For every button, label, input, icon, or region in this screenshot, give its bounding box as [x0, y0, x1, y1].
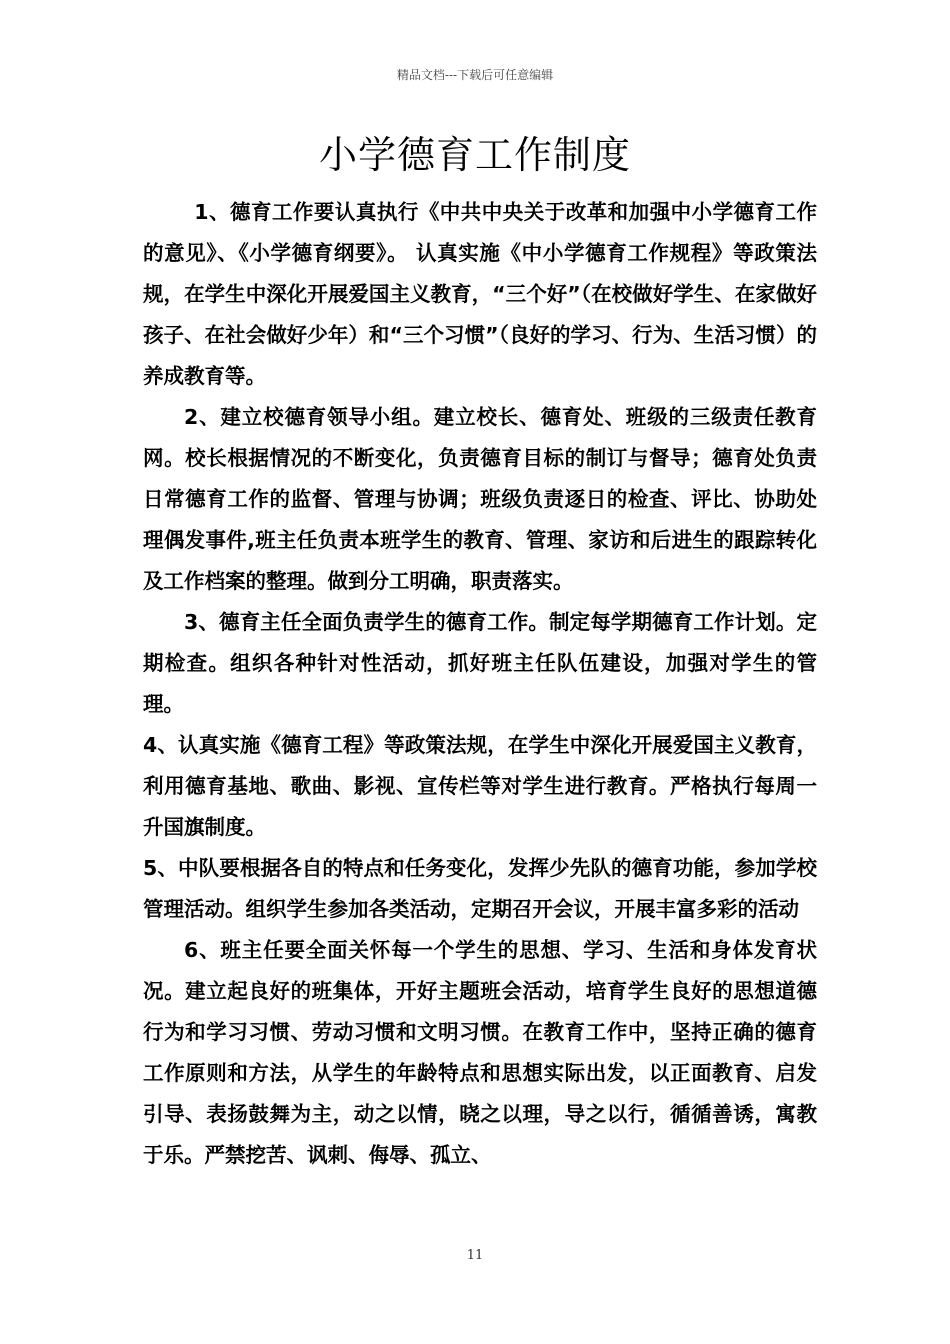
paragraph-4: 4、认真实施《德育工程》等政策法规，在学生中深化开展爱国主义教育，利用德育基地、歌曲、影视、宣传栏等对学生进行教育。严格执行每周一升国旗制度。 [143, 733, 817, 839]
document-body [143, 192, 817, 1176]
paragraph-2: 2、建立校德育领导小组。建立校长、德育处、班级的三级责任教育网。校长根据情况的不断变化，负责德育目标的制订与督导；德育处负责日常德育工作的监督、管理与协调；班级负责逐日的检查、评比、协助处理偶发事件,班主任负责本班学生的教育、管理、家访和后进生的跟踪转化及工作档案的整理。做到分工明确，职责落实。 [143, 405, 817, 593]
paragraph-1: 1、德育工作要认真执行《中共中央关于改革和加强中小学德育工作的意见》、《小学德育纲要》。 认真实施《中小学德育工作规程》等政策法规，在学生中深化开展爱国主义教育，“三个好”（在校做好学生、在家做好孩子、在社会做好少年）和“三个习惯”（良好的学习、行为、生活习惯）的养成教育等。 [143, 200, 817, 388]
paragraph-5: 5、中队要根据各自的特点和任务变化，发挥少先队的德育功能，参加学校管理活动。组织学生参加各类活动，定期召开会议，开展丰富多彩的活动 [143, 856, 817, 921]
paragraph-3: 3、德育主任全面负责学生的德育工作。制定每学期德育工作计划。定期检查。组织各种针对性活动，抓好班主任队伍建设，加强对学生的管理。 [143, 610, 817, 716]
paragraph-6: 6、班主任要全面关怀每一个学生的思想、学习、生活和身体发育状况。建立起良好的班集体，开好主题班会活动，培育学生良好的思想道德行为和学习习惯、劳动习惯和文明习惯。在教育工作中，坚持正确的德育工作原则和方法，从学生的年龄特点和思想实际出发，以正面教育、启发引导、表扬鼓舞为主，动之以情，晓之以理，导之以行，循循善诱，寓教于乐。严禁挖苦、讽刺、侮辱、孤立、 [143, 938, 817, 1167]
page-header: 精品文档---下载后可任意编辑 [396, 68, 554, 82]
page-number: 11 [466, 1248, 484, 1263]
document-title: 小学德育工作制度 [318, 133, 631, 177]
